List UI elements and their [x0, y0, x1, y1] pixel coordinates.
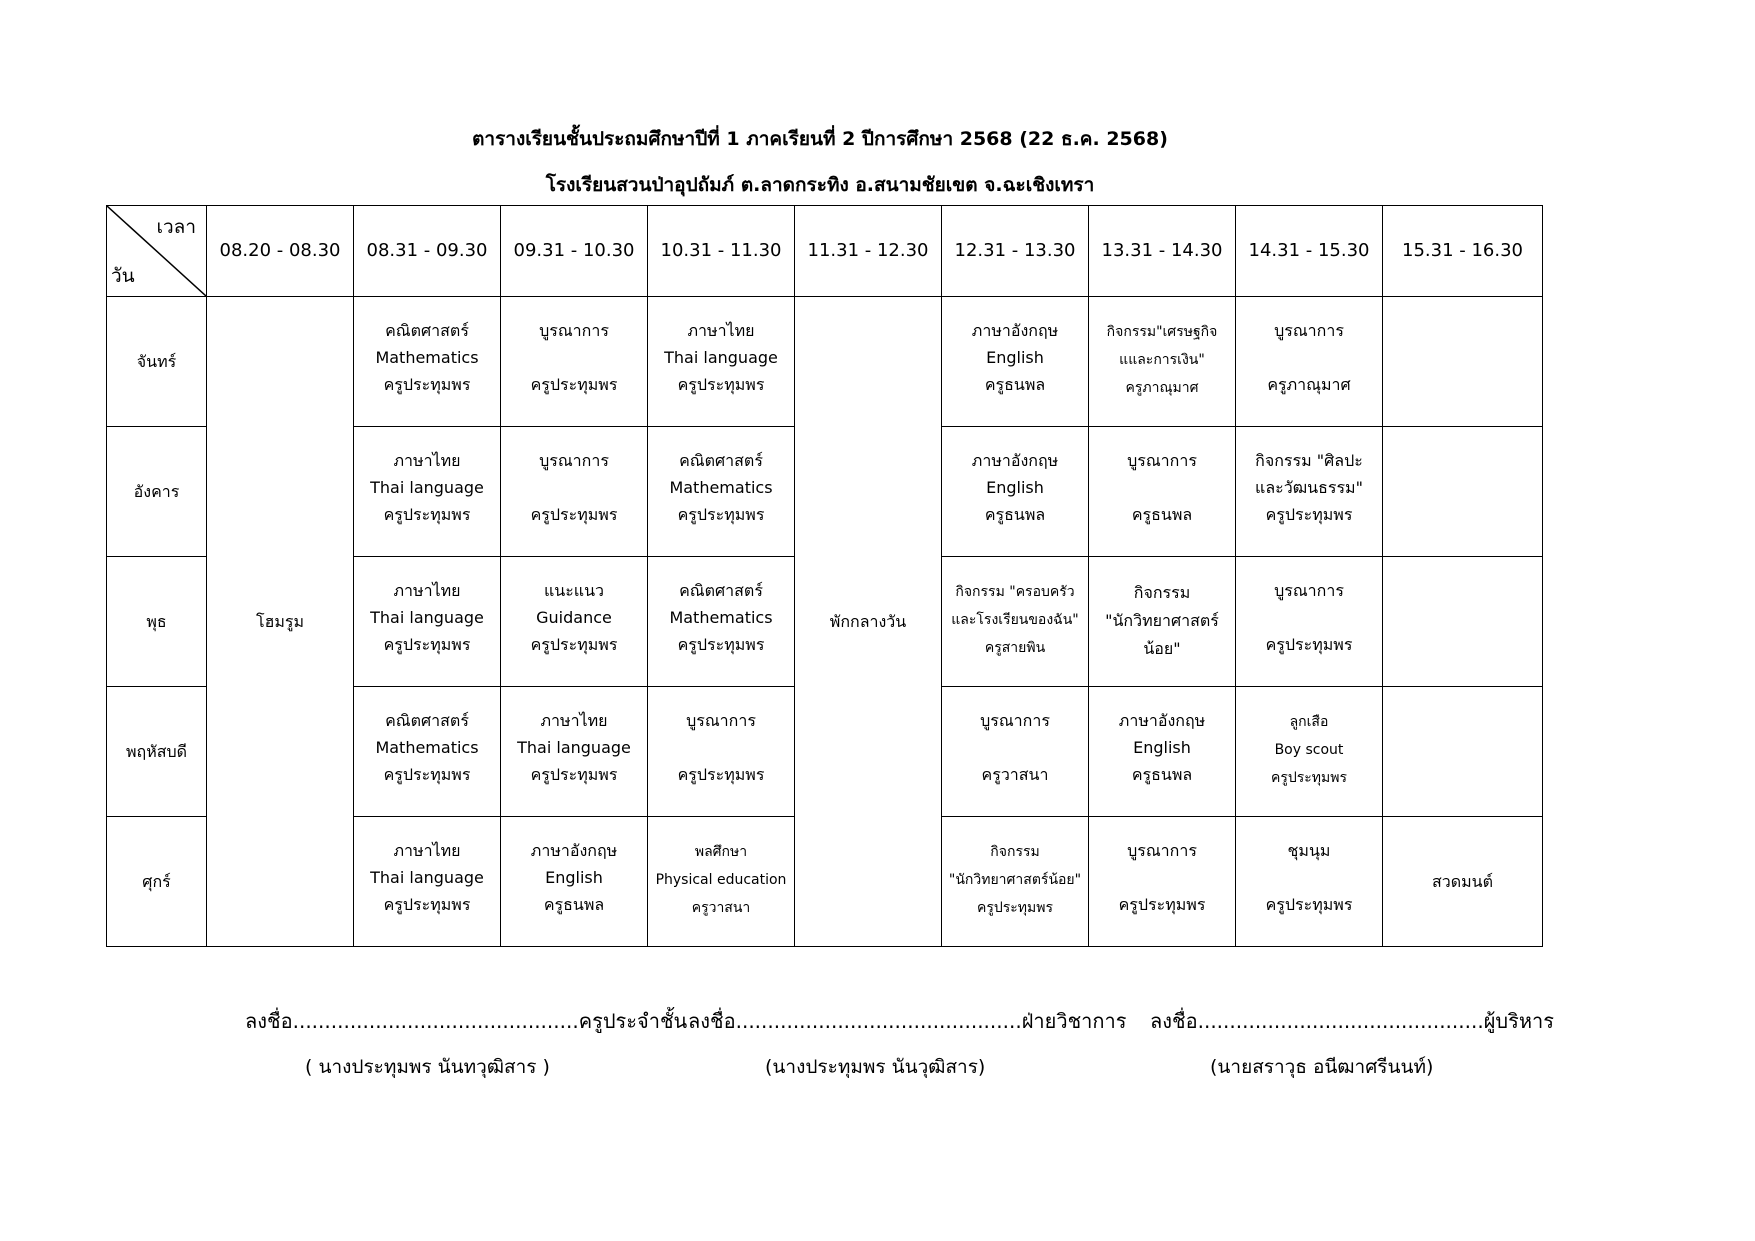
time-header: 12.31 - 13.30: [942, 206, 1089, 297]
class-cell: ลูกเสือ Boy scout ครูประทุมพร: [1236, 687, 1383, 817]
class-cell: ภาษาไทย Thai language ครูประทุมพร: [354, 817, 501, 947]
day-label: อังคาร: [107, 427, 207, 557]
time-header: 08.20 - 08.30: [207, 206, 354, 297]
time-header: 14.31 - 15.30: [1236, 206, 1383, 297]
class-cell: บูรณาการ ครูประทุมพร: [648, 687, 795, 817]
class-cell: แนะแนว Guidance ครูประทุมพร: [501, 557, 648, 687]
signature-line-homeroom-teacher: ลงชื่อ.............................................ครูประจำชั้น: [245, 1009, 688, 1033]
corner-day-label: วัน: [111, 265, 135, 287]
class-cell: ภาษาอังกฤษ English ครูธนพล: [1089, 687, 1236, 817]
class-cell: ภาษาไทย Thai language ครูประทุมพร: [354, 557, 501, 687]
class-cell: ชุมนุม ครูประทุมพร: [1236, 817, 1383, 947]
class-cell: ภาษาไทย Thai language ครูประทุมพร: [501, 687, 648, 817]
lunch-cell: พักกลางวัน: [795, 297, 942, 947]
class-cell: [1383, 297, 1543, 427]
class-cell: ภาษาอังกฤษ English ครูธนพล: [942, 427, 1089, 557]
class-cell: บูรณาการ ครูธนพล: [1089, 427, 1236, 557]
class-cell: บูรณาการ ครูประทุมพร: [501, 297, 648, 427]
corner-cell: [107, 206, 207, 297]
class-cell: กิจกรรม"เศรษฐกิจ แและการเงิน" ครูภาณุมาศ: [1089, 297, 1236, 427]
class-cell: พลศึกษา Physical education ครูวาสนา: [648, 817, 795, 947]
class-cell: [1383, 427, 1543, 557]
class-cell: กิจกรรม "นักวิทยาศาสตร์ น้อย": [1089, 557, 1236, 687]
time-header: 08.31 - 09.30: [354, 206, 501, 297]
prayer-cell: สวดมนต์: [1383, 817, 1543, 947]
signatory-name-academic: (นางประทุมพร นันวุฒิสาร): [765, 1056, 986, 1078]
class-cell: คณิตศาสตร์ Mathematics ครูประทุมพร: [354, 297, 501, 427]
page-title: ตารางเรียนชั้นประถมศึกษาปีที่ 1 ภาคเรียนที่ 2 ปีการศึกษา 2568 (22 ธ.ค. 2568): [472, 128, 1168, 150]
day-label: พุธ: [107, 557, 207, 687]
class-cell: คณิตศาสตร์ Mathematics ครูประทุมพร: [354, 687, 501, 817]
class-cell: คณิตศาสตร์ Mathematics ครูประทุมพร: [648, 557, 795, 687]
class-cell: ภาษาไทย Thai language ครูประทุมพร: [354, 427, 501, 557]
class-cell: บูรณาการ ครูภาณุมาศ: [1236, 297, 1383, 427]
time-header: 11.31 - 12.30: [795, 206, 942, 297]
header-row: [107, 206, 1543, 297]
signature-line-director: ลงชื่อ.............................................ผู้บริหาร: [1150, 1009, 1555, 1033]
class-cell: บูรณาการ ครูประทุมพร: [501, 427, 648, 557]
school-name: โรงเรียนสวนป่าอุปถัมภ์ ต.ลาดกระทิง อ.สนามชัยเขต จ.ฉะเชิงเทรา: [545, 174, 1095, 196]
homeroom-cell: โฮมรูม: [207, 297, 354, 947]
signatory-name-director: (นายสราวุธ อนีฒาศรีนนท์): [1210, 1056, 1434, 1078]
class-cell: กิจกรรม "นักวิทยาศาสตร์น้อย" ครูประทุมพร: [942, 817, 1089, 947]
corner-time-label: เวลา: [156, 216, 196, 238]
class-cell: บูรณาการ ครูประทุมพร: [1236, 557, 1383, 687]
day-label: พฤหัสบดี: [107, 687, 207, 817]
day-label: จันทร์: [107, 297, 207, 427]
day-label: ศุกร์: [107, 817, 207, 947]
class-cell: บูรณาการ ครูวาสนา: [942, 687, 1089, 817]
class-cell: [1383, 687, 1543, 817]
class-cell: คณิตศาสตร์ Mathematics ครูประทุมพร: [648, 427, 795, 557]
class-cell: ภาษาอังกฤษ English ครูธนพล: [501, 817, 648, 947]
signatory-name-homeroom-teacher: ( นางประทุมพร นันทวุฒิสาร ): [305, 1056, 550, 1078]
class-cell: ภาษาอังกฤษ English ครูธนพล: [942, 297, 1089, 427]
class-cell: บูรณาการ ครูประทุมพร: [1089, 817, 1236, 947]
time-header: 15.31 - 16.30: [1383, 206, 1543, 297]
class-cell: [1383, 557, 1543, 687]
class-cell: กิจกรรม "ครอบครัว และโรงเรียนของฉัน" ครูสายพิน: [942, 557, 1089, 687]
time-header: 09.31 - 10.30: [501, 206, 648, 297]
time-header: 13.31 - 14.30: [1089, 206, 1236, 297]
time-header: 10.31 - 11.30: [648, 206, 795, 297]
day-row-monday: [107, 297, 1543, 427]
class-cell: ภาษาไทย Thai language ครูประทุมพร: [648, 297, 795, 427]
schedule-table: [106, 205, 1543, 947]
signature-line-academic: ลงชื่อ.............................................ฝ่ายวิชาการ: [688, 1009, 1127, 1033]
class-cell: กิจกรรม "ศิลปะ และวัฒนธรรม" ครูประทุมพร: [1236, 427, 1383, 557]
